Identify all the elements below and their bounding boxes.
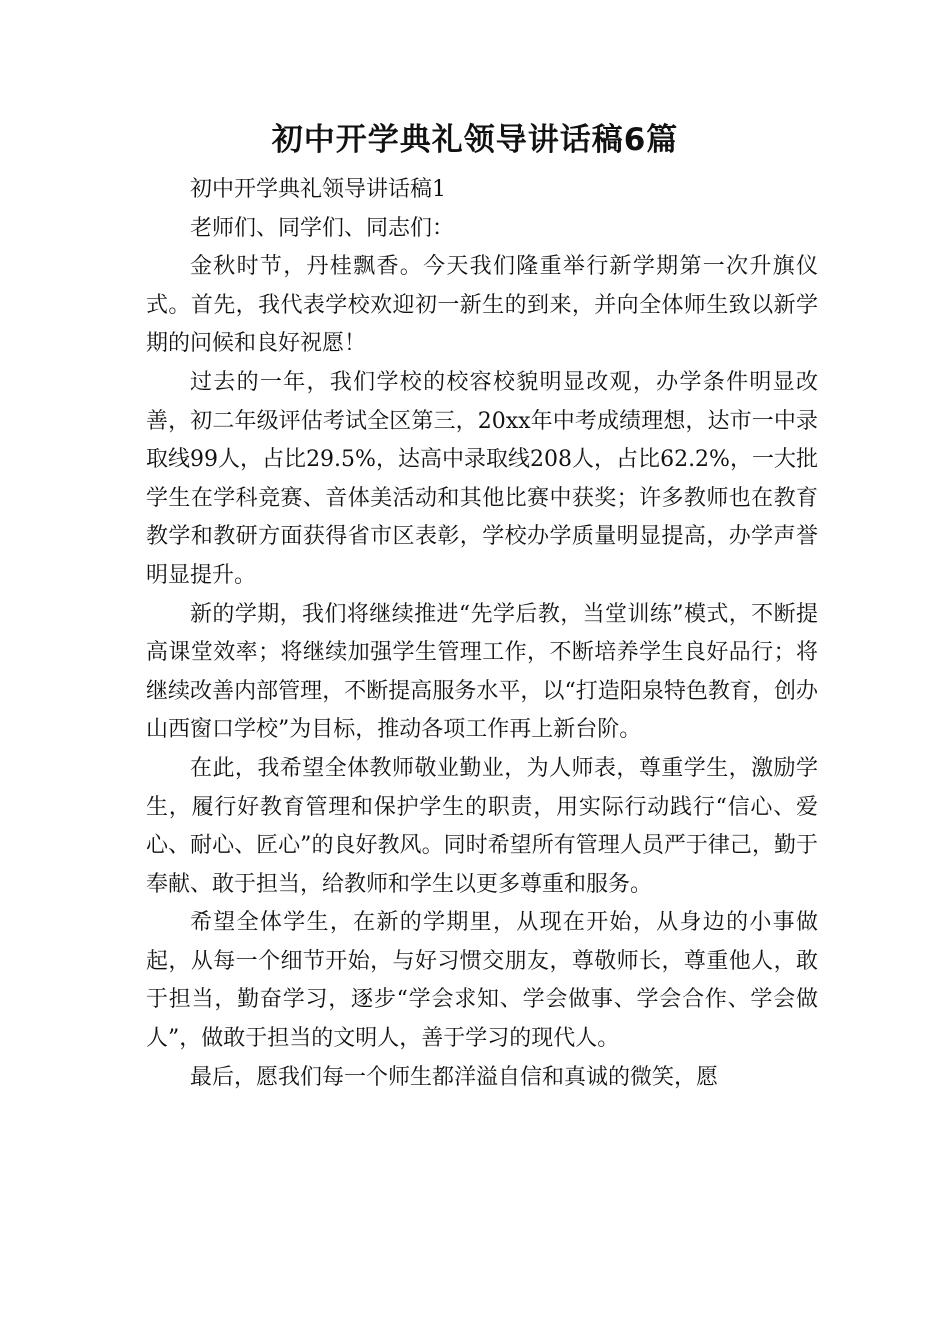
paragraph: 过去的一年，我们学校的校容校貌明显改观，办学条件明显改善，初二年级评估考试全区第三，20xx年中考成绩理想，达市一中录取线99人，占比29.5%，达高中录取线208人，占比62.2%，一大批学生在学科竞赛、音体美活动和其他比赛中获奖；许多教师也在教育教学和教研方面获得省市区表彰，学校办学质量明显提高，办学声誉明显提升。 <box>146 369 818 588</box>
paragraph-heading: 初中开学典礼领导讲话稿1 <box>190 177 446 202</box>
paragraph: 新的学期，我们将继续推进“先学后教，当堂训练”模式，不断提高课堂效率；将继续加强学生管理工作，不断培养学生良好品行；将继续改善内部管理，不断提高服务水平，以“打造阳泉特色教育，创办山西窗口学校”为目标，推动各项工作再上新台阶。 <box>146 601 818 743</box>
paragraph: 最后，愿我们每一个师生都洋溢自信和真诚的微笑，愿 <box>190 1064 719 1090</box>
paragraph: 金秋时节，丹桂飘香。今天我们隆重举行新学期第一次升旗仪式。首先，我代表学校欢迎初一新生的到来，并向全体师生致以新学期的问候和良好祝愿！ <box>146 254 818 357</box>
document-title: 初中开学典礼领导讲话稿6篇 <box>271 122 679 158</box>
paragraph-salutation: 老师们、同学们、同志们： <box>190 215 455 241</box>
paragraph: 希望全体学生，在新的学期里，从现在开始，从身边的小事做起，从每一个细节开始，与好习惯交朋友，尊敬师长，尊重他人，敢于担当，勤奋学习，逐步“学会求知、学会做事、学会合作、学会做人”，做敢于担当的文明人，善于学习的现代人。 <box>146 910 818 1052</box>
document-body <box>146 171 818 1097</box>
paragraph: 在此，我希望全体教师敬业勤业，为人师表，尊重学生，激励学生，履行好教育管理和保护学生的职责，用实际行动践行“信心、爱心、耐心、匠心”的良好教风。同时希望所有管理人员严于律己，勤于奉献、敢于担当，给教师和学生以更多尊重和服务。 <box>146 755 818 897</box>
